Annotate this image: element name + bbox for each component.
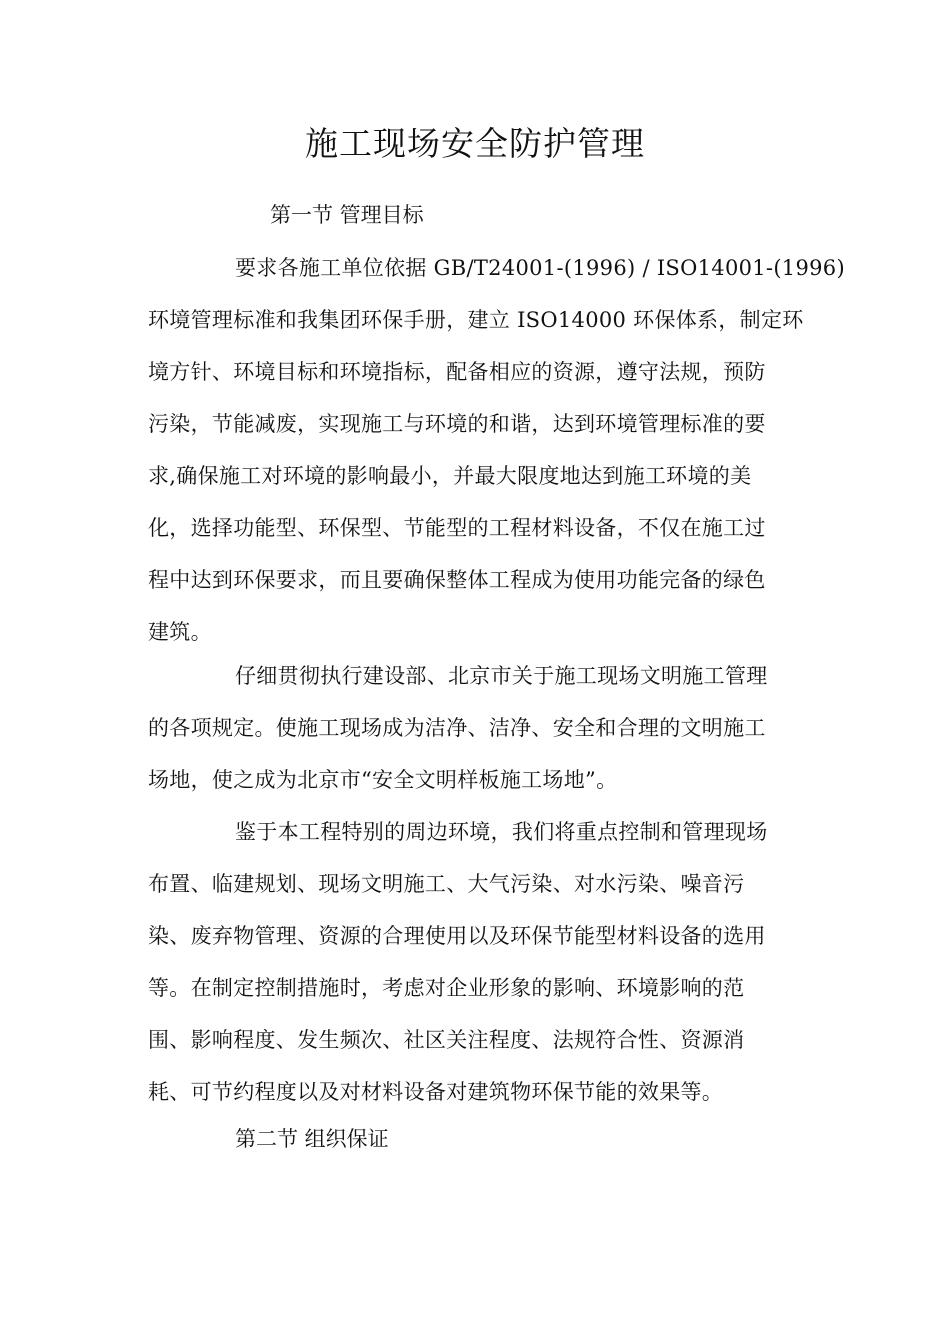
paragraph-line: 围、影响程度、发生频次、社区关注程度、法规符合性、资源消 (148, 1028, 745, 1052)
paragraph-line: 建筑。 (148, 620, 212, 644)
paragraph-key-controls (148, 806, 808, 1118)
paragraph-line: 求,确保施工对环境的影响最小，并最大限度地达到施工环境的美 (148, 464, 752, 488)
paragraph-line: 场地，使之成为北京市“安全文明样板施工场地”。 (148, 768, 618, 792)
paragraph-line: 等。在制定控制措施时，考虑对企业形象的影响、环境影响的范 (148, 976, 745, 1000)
paragraph-line: 环境管理标准和我集团环保手册，建立 ISO14000 环保体系，制定环 (148, 308, 804, 332)
paragraph-line: 境方针、环境目标和环境指标，配备相应的资源，遵守法规，预防 (148, 360, 766, 384)
paragraph-line: 程中达到环保要求，而且要确保整体工程成为使用功能完备的绿色 (148, 568, 766, 592)
paragraph-line: 要求各施工单位依据 GB/T24001-(1996) / ISO14001-(1996) (235, 256, 845, 280)
paragraph-line: 化，选择功能型、环保型、节能型的工程材料设备，不仅在施工过 (148, 516, 766, 540)
paragraph-environmental-requirements (148, 242, 845, 658)
paragraph-line: 鉴于本工程特别的周边环境，我们将重点控制和管理现场 (235, 820, 768, 844)
section-heading-management-goals: 第一节 管理目标 (270, 203, 424, 227)
section-heading-organization-guarantee: 第二节 组织保证 (235, 1127, 389, 1151)
paragraph-line: 布置、临建规划、现场文明施工、大气污染、对水污染、噪音污 (148, 872, 745, 896)
paragraph-line: 污染，节能减废，实现施工与环境的和谐，达到环境管理标准的要 (148, 412, 766, 436)
paragraph-line: 仔细贯彻执行建设部、北京市关于施工现场文明施工管理 (235, 664, 768, 688)
paragraph-line: 的各项规定。使施工现场成为洁净、洁净、安全和合理的文明施工 (148, 716, 766, 740)
paragraph-line: 耗、可节约程度以及对材料设备对建筑物环保节能的效果等。 (148, 1080, 724, 1104)
paragraph-line: 染、废弃物管理、资源的合理使用以及环保节能型材料设备的选用 (148, 924, 766, 948)
paragraph-civilized-construction (148, 650, 808, 806)
document-title: 施工现场安全防护管理 (305, 124, 645, 163)
